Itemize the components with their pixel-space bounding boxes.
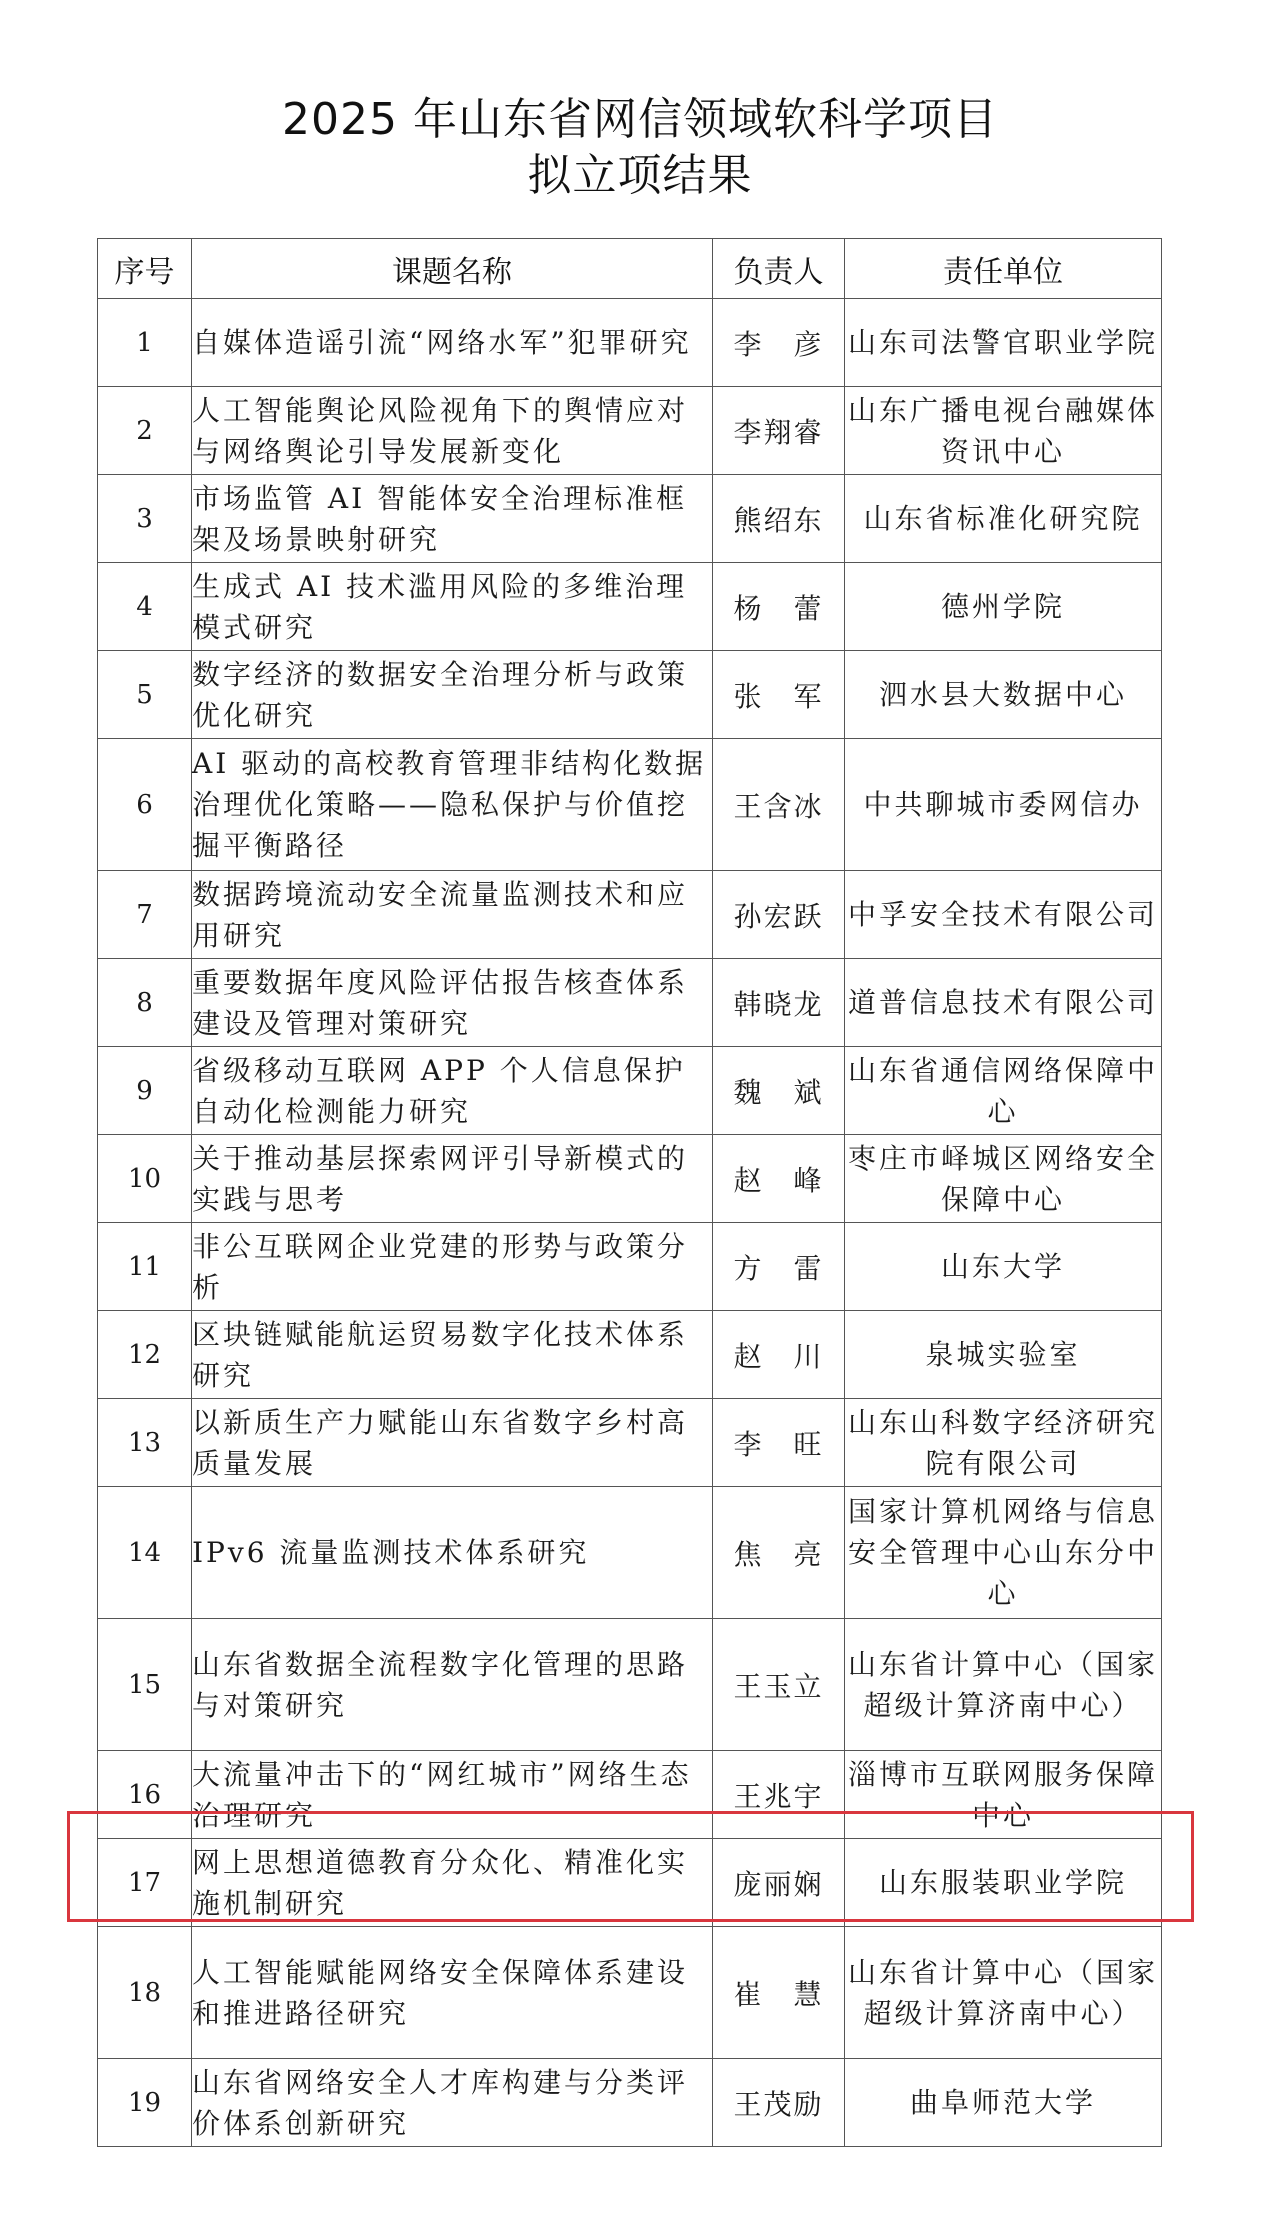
cell-no: 7: [98, 871, 192, 959]
cell-person: 焦 亮: [713, 1487, 845, 1619]
table-row: [98, 871, 1162, 959]
cell-topic: 数字经济的数据安全治理分析与政策优化研究: [192, 651, 713, 739]
header-unit: 责任单位: [845, 239, 1162, 299]
cell-unit: 曲阜师范大学: [845, 2059, 1162, 2147]
cell-no: 15: [98, 1619, 192, 1751]
cell-unit: 淄博市互联网服务保障中心: [845, 1751, 1162, 1839]
cell-no: 17: [98, 1839, 192, 1927]
cell-person: 魏 斌: [713, 1047, 845, 1135]
cell-person: 王含冰: [713, 739, 845, 871]
table-row: [98, 1223, 1162, 1311]
cell-person: 崔 慧: [713, 1927, 845, 2059]
table-row: [98, 387, 1162, 475]
cell-topic: 山东省数据全流程数字化管理的思路与对策研究: [192, 1619, 713, 1751]
table-row: [98, 1047, 1162, 1135]
cell-unit: 山东大学: [845, 1223, 1162, 1311]
table-row: [98, 1619, 1162, 1751]
cell-no: 1: [98, 299, 192, 387]
table-row: [98, 1927, 1162, 2059]
cell-no: 19: [98, 2059, 192, 2147]
cell-person: 李 彦: [713, 299, 845, 387]
document-title: [0, 92, 1280, 204]
cell-topic: 大流量冲击下的“网红城市”网络生态治理研究: [192, 1751, 713, 1839]
cell-person: 赵 川: [713, 1311, 845, 1399]
cell-person: 杨 蕾: [713, 563, 845, 651]
cell-unit: 德州学院: [845, 563, 1162, 651]
cell-topic: 人工智能赋能网络安全保障体系建设和推进路径研究: [192, 1927, 713, 2059]
header-person: 负责人: [713, 239, 845, 299]
cell-unit: 山东服装职业学院: [845, 1839, 1162, 1927]
cell-topic: 网上思想道德教育分众化、精准化实施机制研究: [192, 1839, 713, 1927]
cell-no: 4: [98, 563, 192, 651]
header-topic: 课题名称: [192, 239, 713, 299]
cell-topic: 以新质生产力赋能山东省数字乡村高质量发展: [192, 1399, 713, 1487]
cell-person: 方 雷: [713, 1223, 845, 1311]
cell-no: 11: [98, 1223, 192, 1311]
cell-topic: 数据跨境流动安全流量监测技术和应用研究: [192, 871, 713, 959]
cell-topic: 人工智能舆论风险视角下的舆情应对与网络舆论引导发展新变化: [192, 387, 713, 475]
title-line-2: 拟立项结果: [527, 150, 753, 201]
cell-no: 3: [98, 475, 192, 563]
cell-topic: 自媒体造谣引流“网络水军”犯罪研究: [192, 299, 713, 387]
cell-topic: IPv6 流量监测技术体系研究: [192, 1487, 713, 1619]
cell-topic: 省级移动互联网 APP 个人信息保护自动化检测能力研究: [192, 1047, 713, 1135]
cell-topic: 市场监管 AI 智能体安全治理标准框架及场景映射研究: [192, 475, 713, 563]
cell-unit: 泗水县大数据中心: [845, 651, 1162, 739]
cell-person: 庞丽娴: [713, 1839, 845, 1927]
highlight-box: [67, 1811, 1194, 1922]
cell-person: 李 旺: [713, 1399, 845, 1487]
cell-no: 5: [98, 651, 192, 739]
cell-person: 孙宏跃: [713, 871, 845, 959]
cell-topic: 非公互联网企业党建的形势与政策分析: [192, 1223, 713, 1311]
cell-no: 14: [98, 1487, 192, 1619]
cell-no: 8: [98, 959, 192, 1047]
cell-unit: 泉城实验室: [845, 1311, 1162, 1399]
table-row: [98, 1487, 1162, 1619]
cell-topic: 关于推动基层探索网评引导新模式的实践与思考: [192, 1135, 713, 1223]
cell-no: 6: [98, 739, 192, 871]
table-row: [98, 651, 1162, 739]
cell-no: 2: [98, 387, 192, 475]
cell-person: 张 军: [713, 651, 845, 739]
table-row: [98, 2059, 1162, 2147]
cell-no: 9: [98, 1047, 192, 1135]
table-row: [98, 1311, 1162, 1399]
table-row: [98, 1135, 1162, 1223]
cell-no: 16: [98, 1751, 192, 1839]
table-row: [98, 299, 1162, 387]
cell-person: 王玉立: [713, 1619, 845, 1751]
cell-topic: 区块链赋能航运贸易数字化技术体系研究: [192, 1311, 713, 1399]
cell-unit: 枣庄市峄城区网络安全保障中心: [845, 1135, 1162, 1223]
cell-unit: 中共聊城市委网信办: [845, 739, 1162, 871]
cell-topic: 生成式 AI 技术滥用风险的多维治理模式研究: [192, 563, 713, 651]
cell-person: 王兆宇: [713, 1751, 845, 1839]
table-header-row: [98, 239, 1162, 299]
cell-person: 赵 峰: [713, 1135, 845, 1223]
cell-unit: 山东省通信网络保障中心: [845, 1047, 1162, 1135]
cell-unit: 山东广播电视台融媒体资讯中心: [845, 387, 1162, 475]
cell-person: 李翔睿: [713, 387, 845, 475]
cell-unit: 山东省计算中心（国家超级计算济南中心）: [845, 1619, 1162, 1751]
cell-person: 熊绍东: [713, 475, 845, 563]
cell-topic: 重要数据年度风险评估报告核查体系建设及管理对策研究: [192, 959, 713, 1047]
cell-unit: 山东山科数字经济研究院有限公司: [845, 1399, 1162, 1487]
table-row: [98, 959, 1162, 1047]
table-row: [98, 475, 1162, 563]
cell-unit: 国家计算机网络与信息安全管理中心山东分中心: [845, 1487, 1162, 1619]
cell-no: 18: [98, 1927, 192, 2059]
table-row: [98, 739, 1162, 871]
header-no: 序号: [98, 239, 192, 299]
table-row: [98, 563, 1162, 651]
cell-topic: 山东省网络安全人才库构建与分类评价体系创新研究: [192, 2059, 713, 2147]
cell-unit: 中孚安全技术有限公司: [845, 871, 1162, 959]
cell-unit: 山东省计算中心（国家超级计算济南中心）: [845, 1927, 1162, 2059]
cell-no: 12: [98, 1311, 192, 1399]
cell-topic: AI 驱动的高校教育管理非结构化数据治理优化策略——隐私保护与价值挖掘平衡路径: [192, 739, 713, 871]
table-row: [98, 1399, 1162, 1487]
cell-unit: 山东司法警官职业学院: [845, 299, 1162, 387]
cell-unit: 道普信息技术有限公司: [845, 959, 1162, 1047]
cell-no: 13: [98, 1399, 192, 1487]
cell-person: 王茂励: [713, 2059, 845, 2147]
cell-person: 韩晓龙: [713, 959, 845, 1047]
cell-unit: 山东省标准化研究院: [845, 475, 1162, 563]
title-line-1: 2025 年山东省网信领域软科学项目: [282, 94, 998, 145]
cell-no: 10: [98, 1135, 192, 1223]
